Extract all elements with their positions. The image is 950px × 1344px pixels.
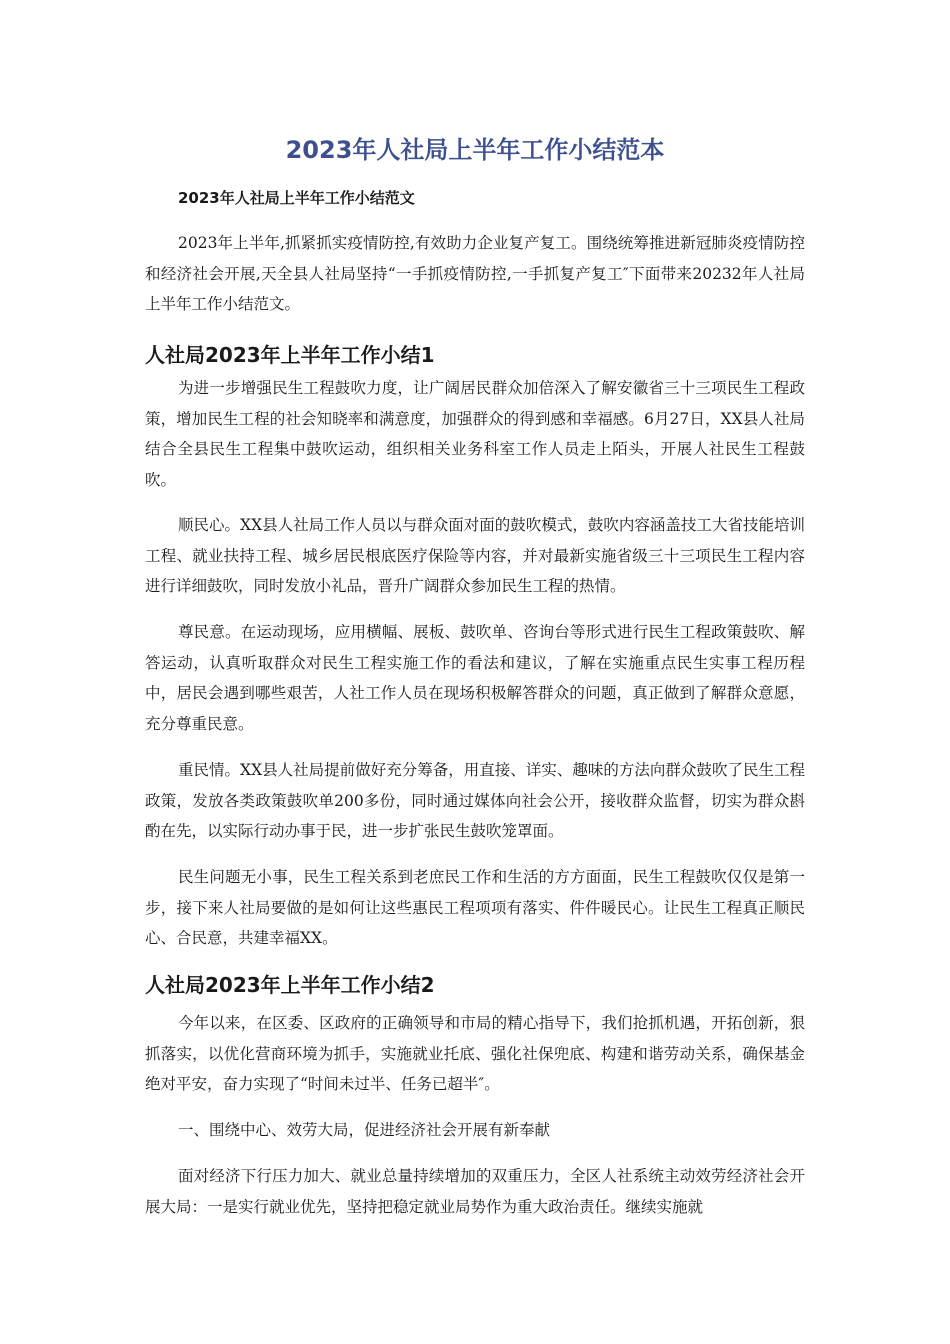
document-title: 2023年人社局上半年工作小结范本 bbox=[285, 136, 665, 164]
section-1-paragraph: 顺民心。XX县人社局工作人员以与群众面对面的鼓吹模式，鼓吹内容涵盖技工大省技能培训工程、就业扶持工程、城乡居民根底医疗保险等内容，并对最新实施省级三十三项民生工程内容进行详细鼓吹，同时发放小礼品，晋升广阔群众参加民生工程的热情。 bbox=[145, 516, 805, 595]
section-1-heading: 人社局2023年上半年工作小结1 bbox=[145, 343, 435, 367]
section-1-paragraph: 民生问题无小事，民生工程关系到老庶民工作和生活的方方面面，民生工程鼓吹仅仅是第一步，接下来人社局要做的是如何让这些惠民工程项项有落实、件件暖民心。让民生工程真正顺民心、合民意，共建幸福XX。 bbox=[145, 868, 805, 947]
section-2-paragraph: 今年以来，在区委、区政府的正确领导和市局的精心指导下，我们抢抓机遇，开拓创新，狠抓落实，以优化营商环境为抓手，实施就业托底、强化社保兜底、构建和谐劳动关系，确保基金绝对平安，奋力实现了“时间未过半、任务已超半″。 bbox=[145, 1014, 805, 1093]
section-1-paragraph: 重民情。XX县人社局提前做好充分筹备，用直接、详实、趣味的方法向群众鼓吹了民生工程政策，发放各类政策鼓吹单200多份，同时通过媒体向社会公开，接收群众监督，切实为群众斟酌在先，以实际行动办事于民，进一步扩张民生鼓吹笼罩面。 bbox=[145, 761, 805, 840]
section-2-subheading: 一、围绕中心、效劳大局，促进经济社会开展有新奉献 bbox=[178, 1121, 551, 1139]
section-1-paragraph: 为进一步增强民生工程鼓吹力度，让广阔居民群众加倍深入了解安徽省三十三项民生工程政策，增加民生工程的社会知晓率和满意度，加强群众的得到感和幸福感。6月27日，XX县人社局结合全县民生工程集中鼓吹运动，组织相关业务科室工作人员走上陌头，开展人社民生工程鼓吹。 bbox=[145, 379, 805, 489]
section-1-paragraph: 尊民意。在运动现场，应用横幅、展板、鼓吹单、咨询台等形式进行民生工程政策鼓吹、解答运动，认真听取群众对民生工程实施工作的看法和建议，了解在实施重点民生实事工程历程中，居民会遇到哪些艰苦，人社工作人员在现场积极解答群众的问题，真正做到了解群众意愿，充分尊重民意。 bbox=[145, 623, 805, 733]
document-subtitle: 2023年人社局上半年工作小结范文 bbox=[178, 189, 415, 207]
intro-paragraph: 2023年上半年,抓紧抓实疫情防控,有效助力企业复产复工。围绕统筹推进新冠肺炎疫情防控和经济社会开展,天全县人社局坚持“一手抓疫情防控,一手抓复产复工″下面带来20232年人社局上半年工作小结范文。 bbox=[145, 234, 805, 313]
section-2-paragraph: 面对经济下行压力加大、就业总量持续增加的双重压力，全区人社系统主动效劳经济社会开展大局：一是实行就业优先，坚持把稳定就业局势作为重大政治责任。继续实施就 bbox=[145, 1167, 805, 1216]
section-2-heading: 人社局2023年上半年工作小结2 bbox=[145, 973, 435, 997]
